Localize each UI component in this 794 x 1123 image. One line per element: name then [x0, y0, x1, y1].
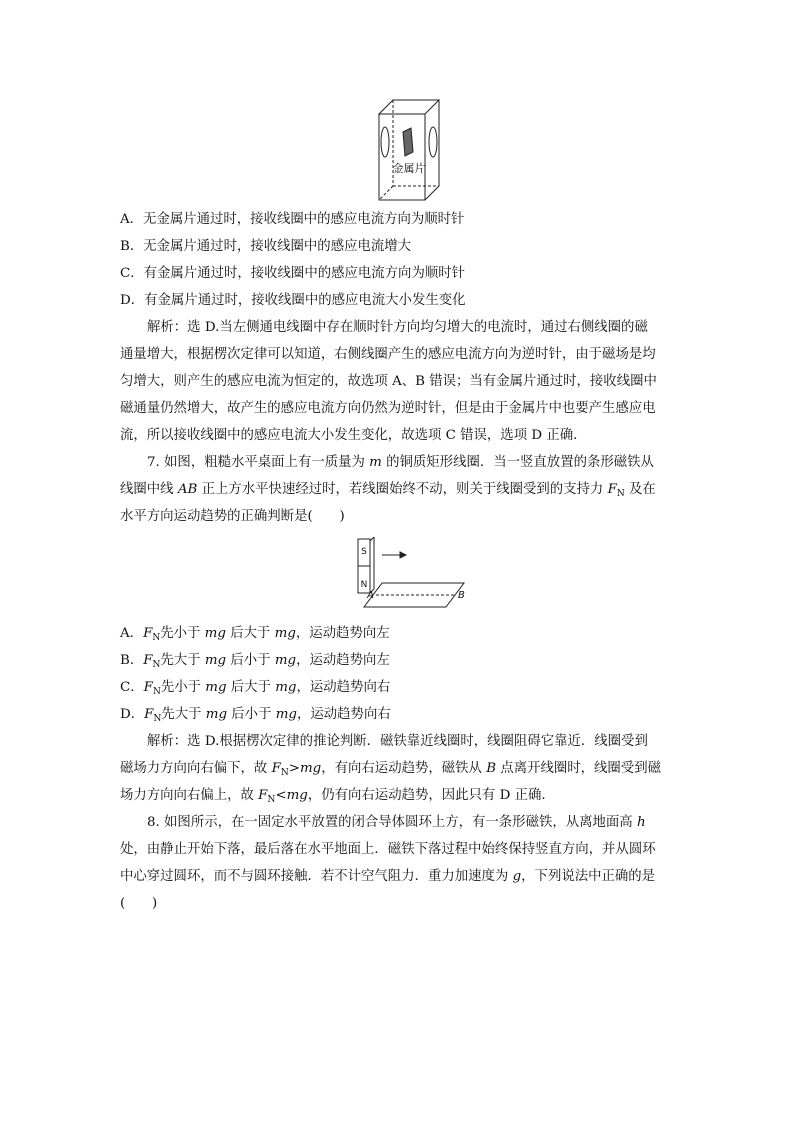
q6-analysis-line-5: 流，所以接收线圈中的感应电流大小发生变化，故选项 C 错误，选项 D 正确.: [120, 428, 578, 443]
q7-option-a: A．$F_N$先小于 mg 后大于 mg，运动趋势向左: [120, 626, 390, 643]
q7-option-b: B．$F_N$先大于 mg 后小于 mg，运动趋势向左: [120, 653, 390, 670]
q7-stem-line-3: 水平方向运动趋势的正确判断是( ): [120, 509, 345, 524]
q6-option-c: C．有金属片通过时，接收线圈中的感应电流方向为顺时针: [120, 266, 466, 281]
q6-analysis-line-2: 通量增大，根据楞次定律可以知道，右侧线圈产生的感应电流方向为逆时针，由于磁场是均: [120, 347, 656, 362]
metal-detector-figure: [373, 96, 445, 204]
q6-analysis-line-1: 解析：选 D.当左侧通电线圈中存在顺时针方向均匀增大的电流时，通过右侧线圈的磁: [147, 320, 648, 335]
q8-stem-line-2: 处，由静止开始下落，最后落在水平地面上．磁铁下落过程中始终保持竖直方向，并从圆环: [120, 842, 656, 857]
q8-stem-line-4: ( ): [120, 896, 158, 911]
magnet-s-label: S: [361, 547, 367, 557]
q7-analysis-line-2: 磁场力方向向右偏下，故 $F_N>mg$，有向右运动趋势，磁铁从 B 点离开线圈时，线圈受到磁: [120, 761, 661, 778]
point-b-label: B: [458, 590, 465, 601]
magnet-n-label: N: [360, 580, 368, 590]
q8-stem-line-1: 8. 如图所示，在一固定水平放置的闭合导体圆环上方，有一条形磁铁，从离地面高 h: [147, 815, 646, 830]
q7-analysis-line-1: 解析：选 D.根据楞次定律的推论判断．磁铁靠近线圈时，线圈阻碍它靠近．线圈受到: [147, 734, 648, 749]
q6-analysis-line-3: 匀增大，则产生的感应电流为恒定的，故选项 A、B 错误；当有金属片通过时，接收线圈中: [120, 374, 657, 389]
metal-plate-label: 金属片: [392, 162, 426, 175]
q7-option-c: C．$F_N$先小于 mg 后大于 mg，运动趋势向右: [120, 680, 391, 697]
q7-analysis-line-3: 场力方向向右偏上，故 $F_N<mg$，仍有向右运动趋势，因此只有 D 正确.: [120, 788, 546, 805]
q6-option-d: D．有金属片通过时，接收线圈中的感应电流大小发生变化: [120, 293, 466, 308]
point-a-label: A: [367, 590, 374, 601]
q8-stem-line-3: 中心穿过圆环，而不与圆环接触．若不计空气阻力．重力加速度为 g，下列说法中正确的是: [120, 869, 656, 884]
q7-stem-line-1: 7. 如图，粗糙水平桌面上有一质量为 m 的铜质矩形线圈．当一竖直放置的条形磁铁从: [147, 455, 654, 470]
q7-option-d: D．$F_N$先大于 mg 后小于 mg，运动趋势向右: [120, 707, 391, 724]
q6-analysis-line-4: 磁通量仍然增大，故产生的感应电流方向仍然为逆时针，但是由于金属片中也要产生感应电: [120, 401, 656, 416]
q6-option-b: B．无金属片通过时，接收线圈中的感应电流增大: [120, 239, 412, 254]
q6-option-a: A．无金属片通过时，接收线圈中的感应电流方向为顺时针: [120, 212, 465, 227]
magnet-coil-figure: [354, 535, 472, 615]
q7-stem-line-2: 线圈中线 AB 正上方水平快速经过时，若线圈始终不动，则关于线圈受到的支持力 $F_N$ 及在: [120, 482, 656, 499]
